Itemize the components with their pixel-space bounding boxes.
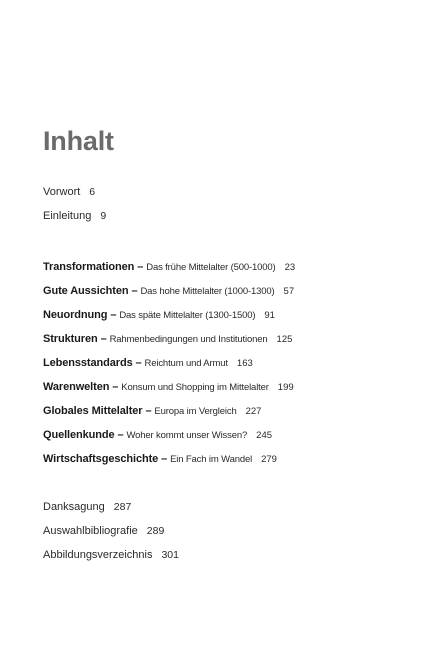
toc-chapter-strukturen [43, 327, 295, 351]
chapter-page: 163 [236, 358, 253, 369]
toc-entry-title: Danksagung [43, 501, 105, 513]
toc-entry-einleitung [43, 204, 106, 228]
toc-chapter-quellenkunde [43, 423, 295, 447]
chapter-subtitle: Reichtum und Armut [144, 358, 228, 369]
chapter-separator: – [109, 381, 122, 393]
chapter-separator: – [158, 453, 171, 465]
toc-entry-title: Einleitung [43, 210, 92, 222]
chapter-subtitle: Europa im Vergleich [154, 406, 237, 417]
chapter-subtitle: Das späte Mittelalter (1300-1500) [119, 310, 256, 321]
chapter-separator: – [134, 261, 147, 273]
chapter-separator: – [128, 285, 141, 297]
toc-chapter-globales-mittelalter [43, 399, 295, 423]
toc-chapter-gute-aussichten [43, 279, 295, 303]
chapter-separator: – [97, 333, 110, 345]
chapter-heading: Wirtschaftsgeschichte [43, 453, 159, 465]
toc-entry-title: Auswahlbibliografie [43, 525, 138, 537]
toc-entry-title: Abbildungsverzeichnis [43, 549, 153, 561]
chapter-separator: – [114, 429, 127, 441]
chapter-subtitle: Das frühe Mittelalter (500-1000) [146, 262, 276, 273]
chapter-subtitle: Rahmenbedingungen und Institutionen [109, 334, 268, 345]
chapter-subtitle: Konsum und Shopping im Mittelalter [121, 382, 269, 393]
chapter-page: 279 [261, 454, 277, 465]
toc-chapter-warenwelten [43, 375, 295, 399]
chapter-page: 125 [276, 334, 293, 345]
toc-entry-page: 289 [146, 525, 165, 537]
chapter-heading: Warenwelten [43, 381, 110, 393]
back-matter-list [43, 495, 179, 567]
chapter-subtitle: Das hohe Mittelalter (1000-1300) [140, 286, 275, 297]
chapter-heading: Quellenkunde [43, 429, 115, 441]
toc-chapter-wirtschaftsgeschichte [43, 447, 295, 471]
chapter-page: 91 [264, 310, 275, 321]
chapter-separator: – [132, 357, 145, 369]
toc-entry-page: 301 [161, 549, 179, 561]
toc-entry-title: Vorwort [43, 186, 81, 198]
toc-chapter-lebensstandards [43, 351, 295, 375]
toc-entry-page: 287 [113, 501, 132, 513]
page-title: Inhalt [43, 126, 114, 156]
chapter-subtitle: Ein Fach im Wandel [170, 454, 253, 465]
toc-chapter-neuordnung [43, 303, 295, 327]
chapter-page: 199 [277, 382, 294, 393]
chapter-page: 57 [283, 286, 295, 297]
toc-entry-danksagung [43, 495, 179, 519]
chapter-heading: Neuordnung [43, 309, 108, 321]
toc-entry-page: 9 [100, 210, 107, 222]
chapter-heading: Globales Mittelalter [43, 405, 143, 417]
chapter-separator: – [142, 405, 155, 417]
front-matter-list [43, 180, 106, 228]
chapter-heading: Lebensstandards [43, 357, 133, 369]
chapter-subtitle: Woher kommt unser Wissen? [126, 430, 248, 441]
chapter-page: 245 [256, 430, 273, 441]
chapter-page: 227 [245, 406, 262, 417]
toc-entry-abbildungsverzeichnis [43, 543, 179, 567]
toc-entry-vorwort [43, 180, 106, 204]
chapter-heading: Strukturen [43, 333, 98, 345]
chapter-page: 23 [284, 262, 296, 273]
chapter-separator: – [107, 309, 120, 321]
chapter-heading: Gute Aussichten [43, 285, 129, 297]
chapter-list [43, 255, 295, 471]
toc-entry-page: 6 [89, 186, 96, 198]
toc-chapter-transformationen [43, 255, 295, 279]
chapter-heading: Transformationen [43, 261, 135, 273]
toc-entry-auswahlbibliografie [43, 519, 179, 543]
